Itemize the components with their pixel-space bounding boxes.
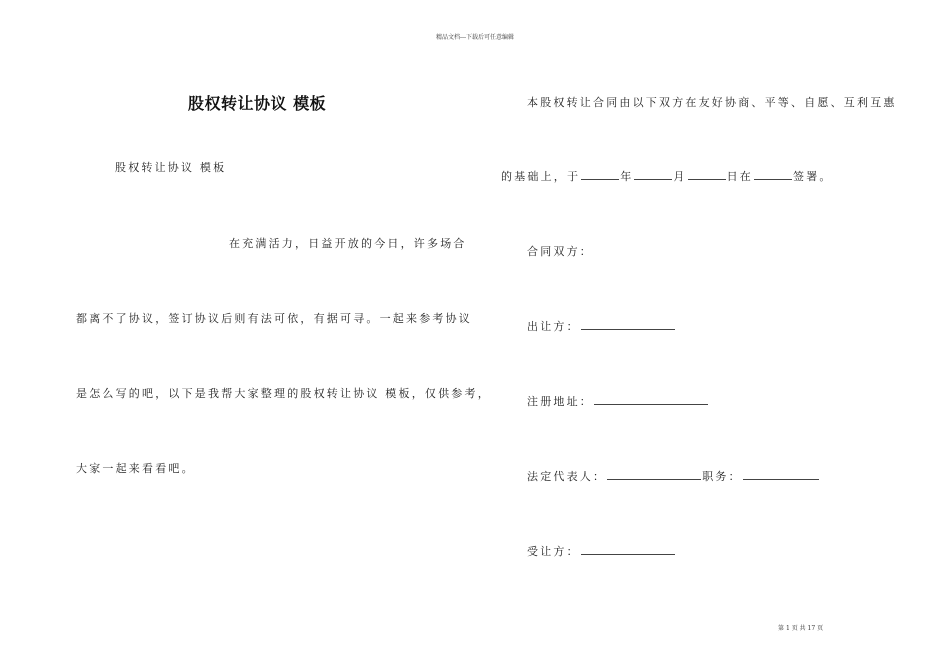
page-mid: 页 共	[791, 625, 806, 632]
month-blank	[634, 169, 672, 180]
transferor-line	[527, 318, 676, 334]
address-blank	[594, 394, 708, 405]
transferee-label: 受让方：	[527, 545, 580, 558]
page-suffix: 页	[817, 625, 824, 632]
year-label: 年	[620, 170, 634, 183]
place-blank	[754, 169, 792, 180]
day-blank	[688, 169, 726, 180]
document-subtitle: 股权转让协议 模板	[115, 161, 227, 174]
transferor-label: 出让方：	[527, 320, 580, 333]
page-footer	[778, 624, 838, 633]
intro-line-2: 都离不了协议，签订协议后则有法可依，有据可寻。一起来参考协议	[76, 312, 472, 325]
signing-label: 签署。	[793, 170, 833, 183]
address-line	[527, 393, 709, 409]
transferee-line	[527, 543, 676, 559]
transferor-blank	[581, 319, 675, 330]
contract-preamble-line-1: 本股权转让合同由以下双方在友好协商、平等、自愿、互利互惠	[527, 96, 897, 109]
legal-rep-blank	[607, 469, 701, 480]
legal-rep-label: 法定代表人：	[527, 470, 607, 483]
contract-preamble-line-2	[501, 168, 833, 184]
intro-line-4: 大家一起来看看吧。	[76, 462, 195, 475]
position-blank	[743, 469, 819, 480]
transferee-blank	[581, 544, 675, 555]
day-label: 日在	[726, 170, 754, 183]
month-label: 月	[673, 170, 687, 183]
intro-line-1: 在充满活力，日益开放的今日，许多场合	[229, 237, 467, 250]
intro-line-3: 是怎么写的吧，以下是我帮大家整理的股权转让协议 模板，仅供参考，	[76, 387, 491, 400]
position-label: 职务：	[702, 470, 742, 483]
legal-rep-line	[527, 468, 820, 484]
year-blank	[581, 169, 619, 180]
document-title: 股权转让协议 模板	[188, 94, 327, 113]
page-prefix: 第	[778, 625, 785, 632]
address-label: 注册地址：	[527, 395, 593, 408]
page-number: 1	[785, 625, 790, 632]
page-header: 精品文档---下载后可任意编辑	[435, 34, 515, 41]
preamble-prefix: 的基础上，于	[501, 170, 581, 183]
page-total: 17	[807, 625, 816, 632]
contract-parties-heading: 合同双方：	[527, 245, 593, 258]
